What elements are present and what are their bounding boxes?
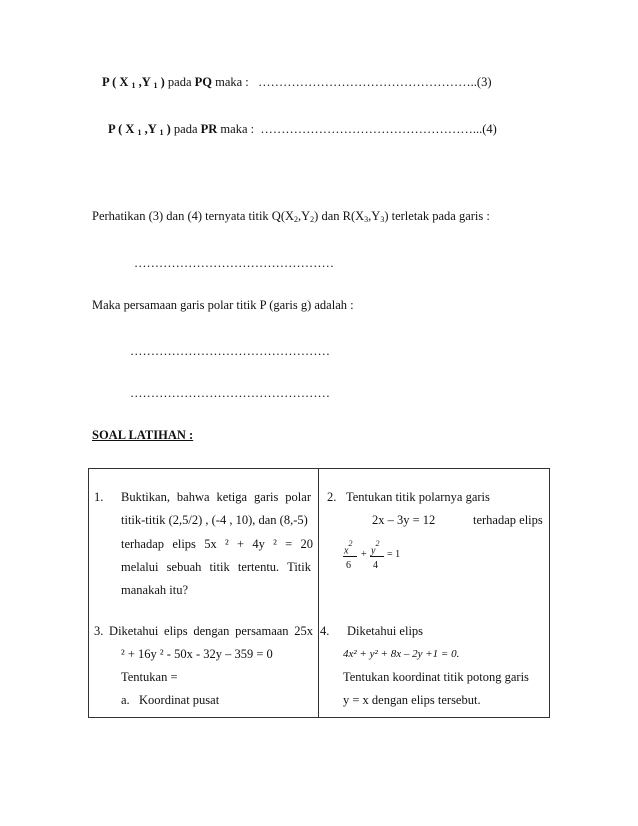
q4-line3: Tentukan koordinat titik potong garis <box>343 670 529 684</box>
maka-paragraph: Maka persamaan garis polar titik P (garis g) adalah : <box>92 298 354 312</box>
subscript: 3 <box>364 215 369 224</box>
q3-line3: Tentukan = <box>121 670 178 684</box>
q1-number: 1. <box>94 490 104 504</box>
paren: ) <box>166 122 171 136</box>
paren: ) <box>160 75 165 89</box>
q4-number: 4. <box>320 624 330 638</box>
text: ,Y <box>368 209 381 223</box>
text: Perhatikan (3) dan (4) ternyata titik Q(X <box>92 209 295 223</box>
equals-one: = 1 <box>387 549 401 560</box>
subscript: 1 <box>159 128 164 137</box>
q4-line1: Diketahui elips <box>347 624 424 638</box>
polar-line-pq <box>102 75 491 90</box>
frac1-bar <box>343 556 357 557</box>
frac1-numerator: $x^2$ <box>344 539 353 557</box>
q3-item-a-label: a. <box>121 693 130 707</box>
dots-4: ……………………………………………...(4) <box>260 122 497 136</box>
frac2-numerator: $y^2$ <box>371 539 380 557</box>
text: ) terletak pada garis : <box>384 209 490 223</box>
point-p-label-y: ,Y <box>138 75 151 89</box>
subscript: 1 <box>153 81 158 90</box>
point-p-label-y: ,Y <box>144 122 157 136</box>
polar-line-pr <box>108 122 497 137</box>
q4-line4: y = x dengan elips tersebut. <box>343 693 481 707</box>
q1-line3: terhadap elips 5x ² + 4y ² = 20 <box>121 537 313 551</box>
soal-latihan-heading <box>92 428 193 443</box>
q2-line2b: terhadap elips <box>473 513 543 527</box>
q1-line1: Buktikan, bahwa ketiga garis polar <box>121 490 311 504</box>
point-p-label: P ( X <box>102 75 129 89</box>
text: ) dan R(X <box>314 209 365 223</box>
q2-number: 2. <box>327 490 337 504</box>
subscript: 2 <box>294 215 299 224</box>
table-divider <box>318 468 319 718</box>
q2-line1: Tentukan titik polarnya garis <box>346 490 490 504</box>
dots-3: ……………………………………………..(3) <box>258 75 492 89</box>
perhatikan-paragraph <box>92 209 490 224</box>
text: ,Y <box>298 209 311 223</box>
word-maka: maka : <box>220 122 255 136</box>
frac1-denominator: 6 <box>346 560 351 571</box>
segment-pr: PR <box>200 122 218 136</box>
heading-text: SOAL LATIHAN : <box>92 428 194 442</box>
subscript: 1 <box>131 81 136 90</box>
q4-equation: 4x² + y² + 8x – 2y +1 = 0. <box>343 648 460 660</box>
q2-equation: 2x – 3y = 12 <box>372 513 436 527</box>
subscript: 1 <box>137 128 142 137</box>
word-pada: pada <box>173 122 198 136</box>
q3-line1: 3. Diketahui elips dengan persamaan 25x <box>94 624 313 638</box>
plus-sign: + <box>361 549 367 560</box>
q1-line5: manakah itu? <box>121 583 188 597</box>
dots-line-b: ………………………………………… <box>130 344 330 358</box>
subscript: 2 <box>310 215 315 224</box>
point-p-label: P ( X <box>108 122 135 136</box>
dots-line-a: ………………………………………… <box>134 256 334 270</box>
q1-line2: titik-titik (2,5/2) , (-4 , 10), dan (8,-5) <box>121 513 308 527</box>
dots-line-c: ………………………………………… <box>130 386 330 400</box>
subscript: 3 <box>380 215 385 224</box>
segment-pq: PQ <box>194 75 212 89</box>
q3-item-a: Koordinat pusat <box>139 693 220 707</box>
frac2-denominator: 4 <box>373 560 378 571</box>
q3-line2: ² + 16y ² - 50x - 32y – 359 = 0 <box>121 647 273 661</box>
word-maka: maka : <box>215 75 249 89</box>
q1-line4: melalui sebuah titik tertentu. Titik <box>121 560 311 574</box>
word-pada: pada <box>167 75 192 89</box>
frac2-bar <box>370 556 384 557</box>
